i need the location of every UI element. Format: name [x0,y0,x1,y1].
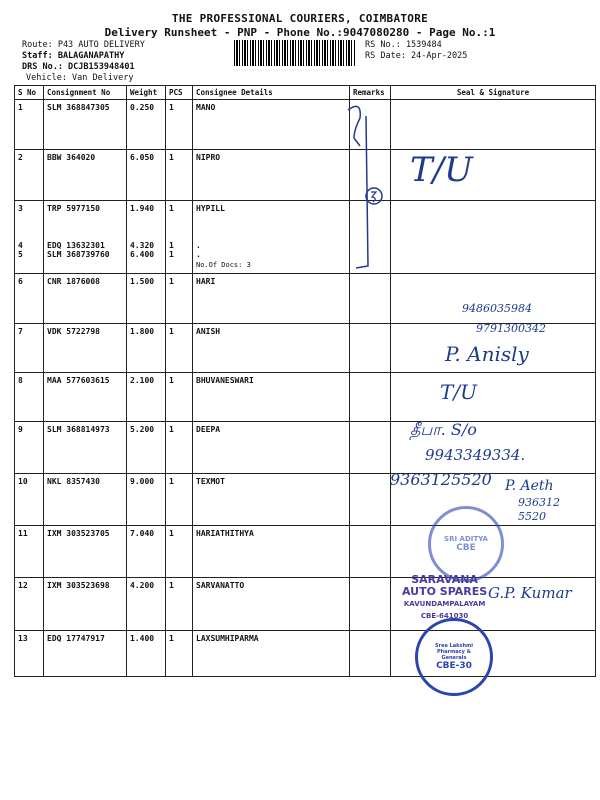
cell-pcs: 1 [166,630,193,676]
vehicle-text: Vehicle: Van Delivery [26,73,134,83]
aditya-seal [428,506,504,582]
cell-consignee: NIPRO [193,150,350,201]
cell-consignee: BHUVANESWARI [193,372,350,421]
drs-text: DRS No.: DCJB153948401 [22,62,135,72]
table-row [15,238,596,274]
cell-weight: 0.250 [127,100,166,150]
saravana-line-3: KAVUNDAMPALAYAM [403,600,486,608]
cell-consignment: NKL 8357430 [44,473,127,525]
cell-seal [391,100,596,150]
cell-consignee: SARVANATTO [193,577,350,630]
cell-consignee: HARIATHITHYA [193,525,350,577]
cell-sno: 9 [15,421,44,473]
cell-sno: 10 [15,473,44,525]
col-pcs: PCS [166,86,193,100]
cell-seal [391,201,596,238]
cell-consignment: EDQ 17747917 [44,630,127,676]
cell-seal [391,238,596,274]
cell-sno: 7 [15,323,44,372]
cell-consignee: TEXMOT [193,473,350,525]
cell-remarks [350,421,391,473]
col-consignee: Consignee Details [193,86,350,100]
aditya-seal-text: SRI ADITYA [444,535,488,543]
staff-text: Staff: BALAGANAPATHY [22,51,125,61]
route-text: Route: P43 AUTO DELIVERY [22,40,145,50]
cell-sno: 3 [15,201,44,238]
handwritten-phone-4: 9363125520 [390,470,492,489]
cell-consignment: IXM 303523705 [44,525,127,577]
cell-weight: 7.040 [127,525,166,577]
runsheet-subtitle: Delivery Runsheet - PNP - Phone No.:9047080280 - Page No.:1 [104,26,496,39]
cell-sno: 2 [15,150,44,201]
cell-seal [391,372,596,421]
cell-weight: 9.000 [127,473,166,525]
cell-remarks [350,630,391,676]
cell-remarks [350,525,391,577]
handwritten-tiu-2: T/U [440,380,477,404]
cell-sno: 6 [15,273,44,323]
handwritten-phone-2: 9791300342 [476,322,546,335]
saravana-stamp [402,574,487,622]
saravana-line-2: AUTO SPARES [402,585,488,598]
saravana-line-1: SARAVANA [411,573,478,586]
table-row [15,150,596,201]
lakshmi-seal-code: CBE-30 [436,661,472,671]
cell-pcs: 1 [166,323,193,372]
table-row [15,525,596,577]
cell-consignment: SLM 368847305 [44,100,127,150]
table-row [15,100,596,150]
remarks-bracket-ink [340,98,385,273]
cell-pcs: 1 [166,372,193,421]
cell-remarks [350,372,391,421]
cell-remarks [350,273,391,323]
barcode [234,40,356,66]
cell-remarks [350,577,391,630]
cell-pcs: 1 [166,100,193,150]
table-row [15,273,596,323]
handwritten-signature-12: G.P. Kumar [488,584,572,602]
saravana-line-4: CBE-641030 [420,612,469,620]
cell-pcs: 1 1 [166,238,193,274]
table-header-row [15,86,596,100]
lakshmi-pharmacy-seal [415,618,493,696]
col-consignment: Consignment No [44,86,127,100]
cell-consignment: IXM 303523698 [44,577,127,630]
cell-sno: 11 [15,525,44,577]
cell-consignee: LAXSUMHIPARMA [193,630,350,676]
cell-weight: 1.400 [127,630,166,676]
handwritten-tiu-1: T/U [410,150,473,190]
handwritten-signature-10: P. Aeth [505,478,554,494]
cell-consignment: SLM 368814973 [44,421,127,473]
handwritten-phone-3: 9943349334. [425,446,526,464]
cell-pcs: 1 [166,473,193,525]
cell-remarks [350,323,391,372]
col-sno: S No [15,86,44,100]
lakshmi-seal-text: Sree Lakshmi Pharmacy & Generals [435,643,473,661]
cell-pcs: 1 [166,421,193,473]
cell-sno: 12 [15,577,44,630]
handwritten-phone-5: 936312 5520 [518,496,560,523]
cell-sno: 13 [15,630,44,676]
cell-weight: 1.500 [127,273,166,323]
cell-consignee: DEEPA [193,421,350,473]
cell-consignee: HARI [193,273,350,323]
cell-consignment: TRP 5977150 [44,201,127,238]
cell-sno: 4 5 [15,238,44,274]
cell-consignment: VDK 5722798 [44,323,127,372]
cell-consignee: MANO [193,100,350,150]
cell-weight: 4.200 [127,577,166,630]
cell-pcs: 1 [166,201,193,238]
cell-sno: 1 [15,100,44,150]
cell-seal [391,273,596,323]
table-row [15,201,596,238]
cell-pcs: 1 [166,525,193,577]
cell-weight: 1.940 [127,201,166,238]
cell-remarks [350,473,391,525]
handwritten-phone-1: 9486035984 [462,302,532,315]
col-remarks: Remarks [350,86,391,100]
rs-number: RS No.: 1539484 [365,40,442,50]
cell-weight: 5.200 [127,421,166,473]
table-row [15,372,596,421]
aditya-seal-code: CBE [456,543,476,553]
col-weight: Weight [127,86,166,100]
company-title: THE PROFESSIONAL COURIERS, COIMBATORE [171,12,429,25]
cell-consignment: CNR 1876008 [44,273,127,323]
consignee-dots: . . [196,240,201,259]
cell-consignee: HYPILL [193,201,350,238]
cell-consignment: EDQ 13632301 SLM 368739760 [44,238,127,274]
col-seal: Seal & Signature [391,86,596,100]
cell-pcs: 1 [166,577,193,630]
cell-consignee: ANISH [193,323,350,372]
handwritten-signature-7: P. Anisly [445,342,529,366]
handwritten-deepa: தீபா. S/o [410,420,477,439]
cell-weight: 4.320 6.400 [127,238,166,274]
docs-note: No.Of Docs: 3 [196,260,251,269]
cell-consignment: BBW 364020 [44,150,127,201]
cell-consignee [193,238,350,274]
cell-consignment: MAA 577603615 [44,372,127,421]
cell-weight: 2.100 [127,372,166,421]
cell-weight: 6.050 [127,150,166,201]
cell-weight: 1.800 [127,323,166,372]
rs-date: RS Date: 24-Apr-2025 [365,51,468,61]
cell-pcs: 1 [166,273,193,323]
table-row [15,630,596,676]
cell-pcs: 1 [166,150,193,201]
cell-sno: 8 [15,372,44,421]
